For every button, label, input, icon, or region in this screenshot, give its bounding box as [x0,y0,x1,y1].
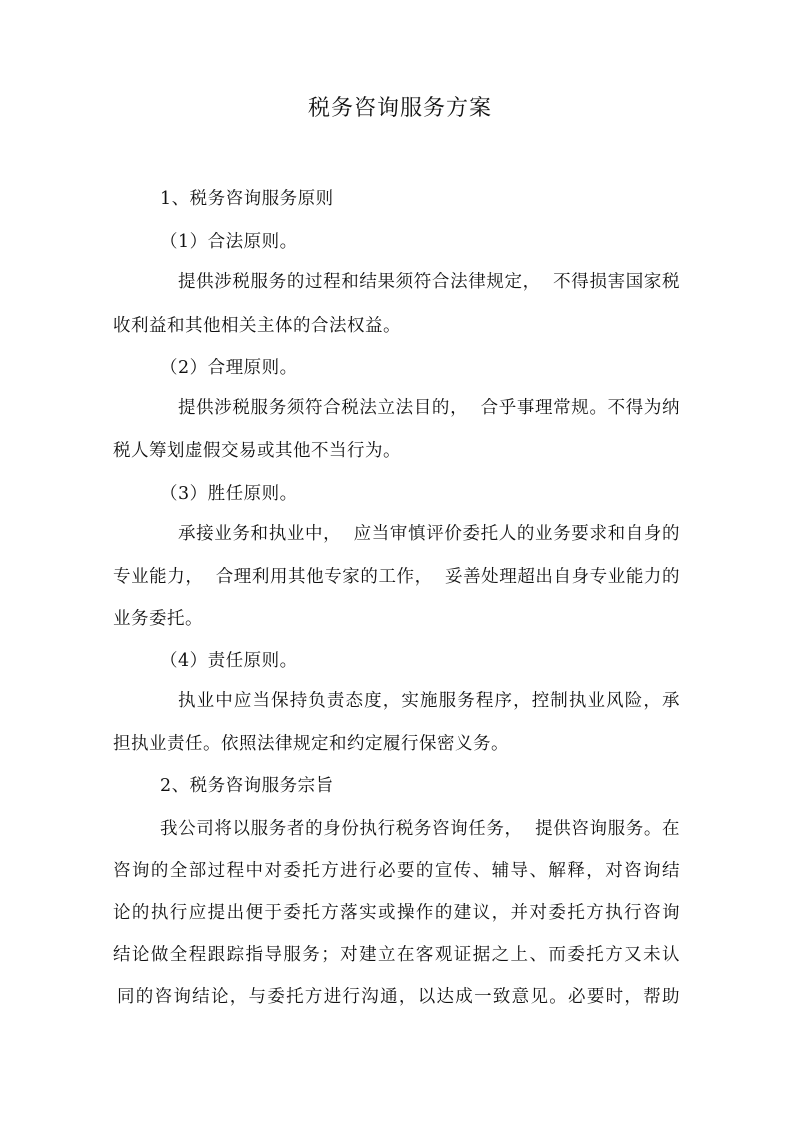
paragraph-line: 论的执行应提出便于委托方落实或操作的建议，并对委托方执行咨询 [113,903,680,923]
subheading-legal-principle: （1）合法原则。 [160,232,298,252]
paragraph-line: 同的咨询结论，与委托方进行沟通，以达成一致意见。必要时，帮助 [117,987,680,1007]
paragraph-line: 担执业责任。依照法律规定和约定履行保密义务。 [113,734,509,754]
paragraph-line: 执业中应当保持负责态度，实施服务程序，控制执业风险，承 [178,691,680,711]
paragraph-line: 提供涉税服务的过程和结果须符合法律规定， 不得损害国家税 [178,272,680,292]
paragraph-line: 结论做全程跟踪指导服务；对建立在客观证据之上、而委托方又未认 [113,945,680,965]
subheading-responsibility-principle: （4）责任原则。 [160,651,298,671]
section-heading-purpose: 2、税务咨询服务宗旨 [160,776,334,796]
paragraph-line: 专业能力， 合理利用其他专家的工作， 妥善处理超出自身专业能力的 [113,567,680,587]
paragraph-line: 我公司将以服务者的身份执行税务咨询任务， 提供咨询服务。在 [160,819,680,839]
paragraph-line: 税人筹划虚假交易或其他不当行为。 [113,441,401,461]
paragraph-line: 咨询的全部过程中对委托方进行必要的宣传、辅导、解释，对咨询结 [113,861,680,881]
subheading-competence-principle: （3）胜任原则。 [160,484,298,504]
section-heading-principles: 1、税务咨询服务原则 [160,189,334,209]
subheading-reasonable-principle: （2）合理原则。 [160,358,298,378]
paragraph-line: 收利益和其他相关主体的合法权益。 [113,316,401,336]
paragraph-line: 提供涉税服务须符合税法立法目的， 合乎事理常规。不得为纳 [178,398,680,418]
paragraph-line: 承接业务和执业中， 应当审慎评价委托人的业务要求和自身的 [178,524,680,544]
paragraph-line: 业务委托。 [113,609,203,629]
document-title: 税务咨询服务方案 [307,96,492,121]
